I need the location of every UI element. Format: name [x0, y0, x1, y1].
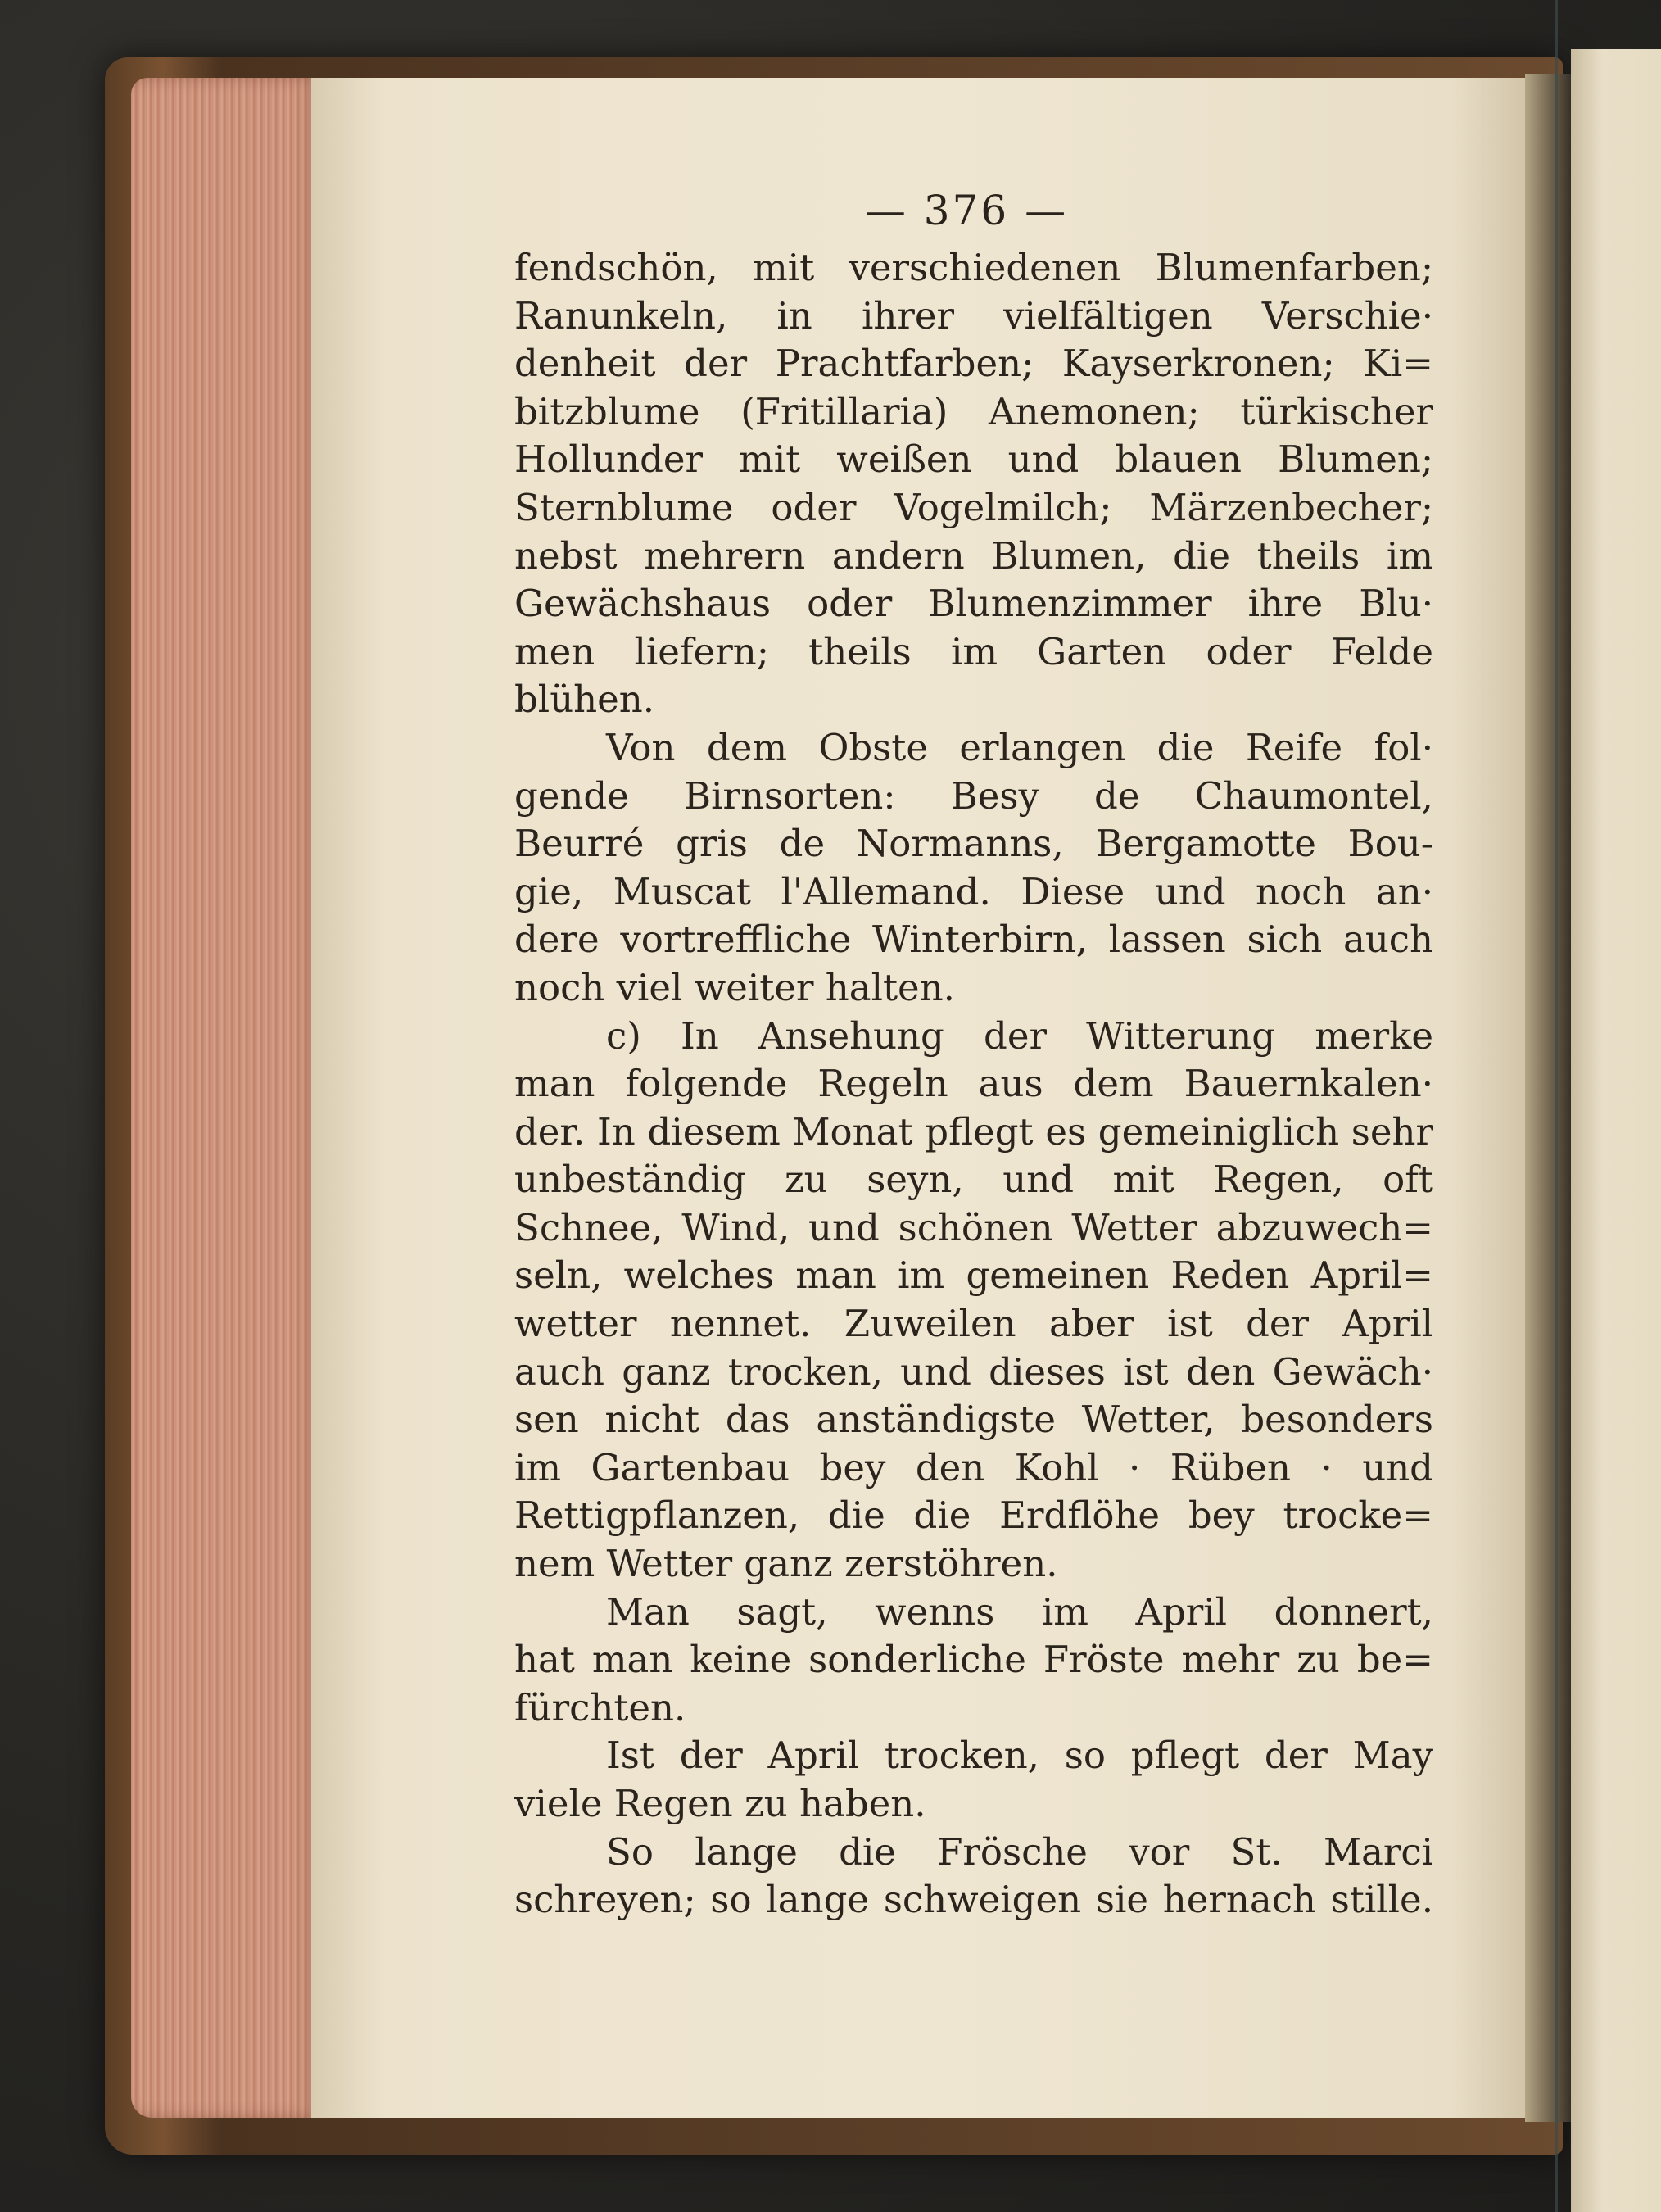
text-line: Beurré gris de Normanns, Bergamotte Bou- [514, 822, 1433, 866]
page-text [514, 244, 1433, 1924]
page-number: — 376 — [864, 187, 1069, 234]
text-line: im Gartenbau bey den Kohl · Rüben · und [514, 1445, 1433, 1489]
text-line: sen nicht das anständigste Wetter, besonders [514, 1398, 1433, 1442]
text-line: Gewächshaus oder Blumenzimmer ihre Blu· [514, 582, 1433, 626]
text-line: Schnee, Wind, und schönen Wetter abzuwech= [514, 1205, 1433, 1249]
text-line: Von dem Obste erlangen die Reife fol· [606, 725, 1433, 769]
text-line: Ist der April trocken, so pflegt der May [606, 1734, 1433, 1778]
text-line: viele Regen zu haben. [514, 1782, 926, 1825]
text-line: c) In Ansehung der Witterung merke [606, 1013, 1433, 1058]
text-line: Sternblume oder Vogelmilch; Märzenbecher; [514, 485, 1433, 529]
text-line: Rettigpflanzen, die die Erdflöhe bey trocke= [514, 1494, 1433, 1538]
text-line: dere vortreffliche Winterbirn, lassen sich auch [514, 918, 1433, 962]
text-line: Ranunkeln, in ihrer vielfältigen Verschie· [514, 293, 1433, 338]
text-line: nebst mehrern andern Blumen, die theils im [514, 533, 1433, 578]
text-line: der. In diesem Monat pflegt es gemeiniglich sehr [514, 1109, 1433, 1154]
text-line: schreyen; so lange schweigen sie hernach stille. [514, 1878, 1433, 1922]
text-line: gende Birnsorten: Besy de Chaumontel, [514, 773, 1433, 818]
adjacent-page [1571, 49, 1661, 2212]
text-line: gie, Muscat l'Allemand. Diese und noch an· [514, 869, 1433, 913]
text-line: bitzblume (Fritillaria) Anemonen; türkischer [514, 389, 1433, 433]
text-line: seln, welches man im gemeinen Reden April= [514, 1253, 1433, 1298]
text-line: unbeständig zu seyn, und mit Regen, oft [514, 1158, 1433, 1202]
book-gutter [1525, 74, 1574, 2122]
text-line: Man sagt, wenns im April donnert, [606, 1589, 1433, 1634]
text-line: man folgende Regeln aus dem Bauernkalen· [514, 1062, 1433, 1106]
page-edges [131, 78, 319, 2118]
text-line: wetter nennet. Zuweilen aber ist der April [514, 1302, 1433, 1346]
text-line: auch ganz trocken, und dieses ist den Gewäch· [514, 1349, 1433, 1394]
text-line: So lange die Frösche vor St. Marci [606, 1829, 1433, 1874]
text-line: nem Wetter ganz zerstöhren. [514, 1542, 1058, 1586]
text-line: blühen. [514, 678, 655, 722]
text-line: hat man keine sonderliche Fröste mehr zu be= [514, 1638, 1433, 1682]
text-line: men liefern; theils im Garten oder Felde [514, 629, 1433, 673]
text-line: denheit der Prachtfarben; Kayserkronen; Ki= [514, 342, 1433, 386]
text-line: Hollunder mit weißen und blauen Blumen; [514, 437, 1433, 482]
text-line: fürchten. [514, 1685, 686, 1729]
text-line: fendschön, mit verschiedenen Blumenfarben; [514, 246, 1433, 289]
text-line: noch viel weiter halten. [514, 965, 955, 1009]
clip-edge [1555, 0, 1558, 2212]
